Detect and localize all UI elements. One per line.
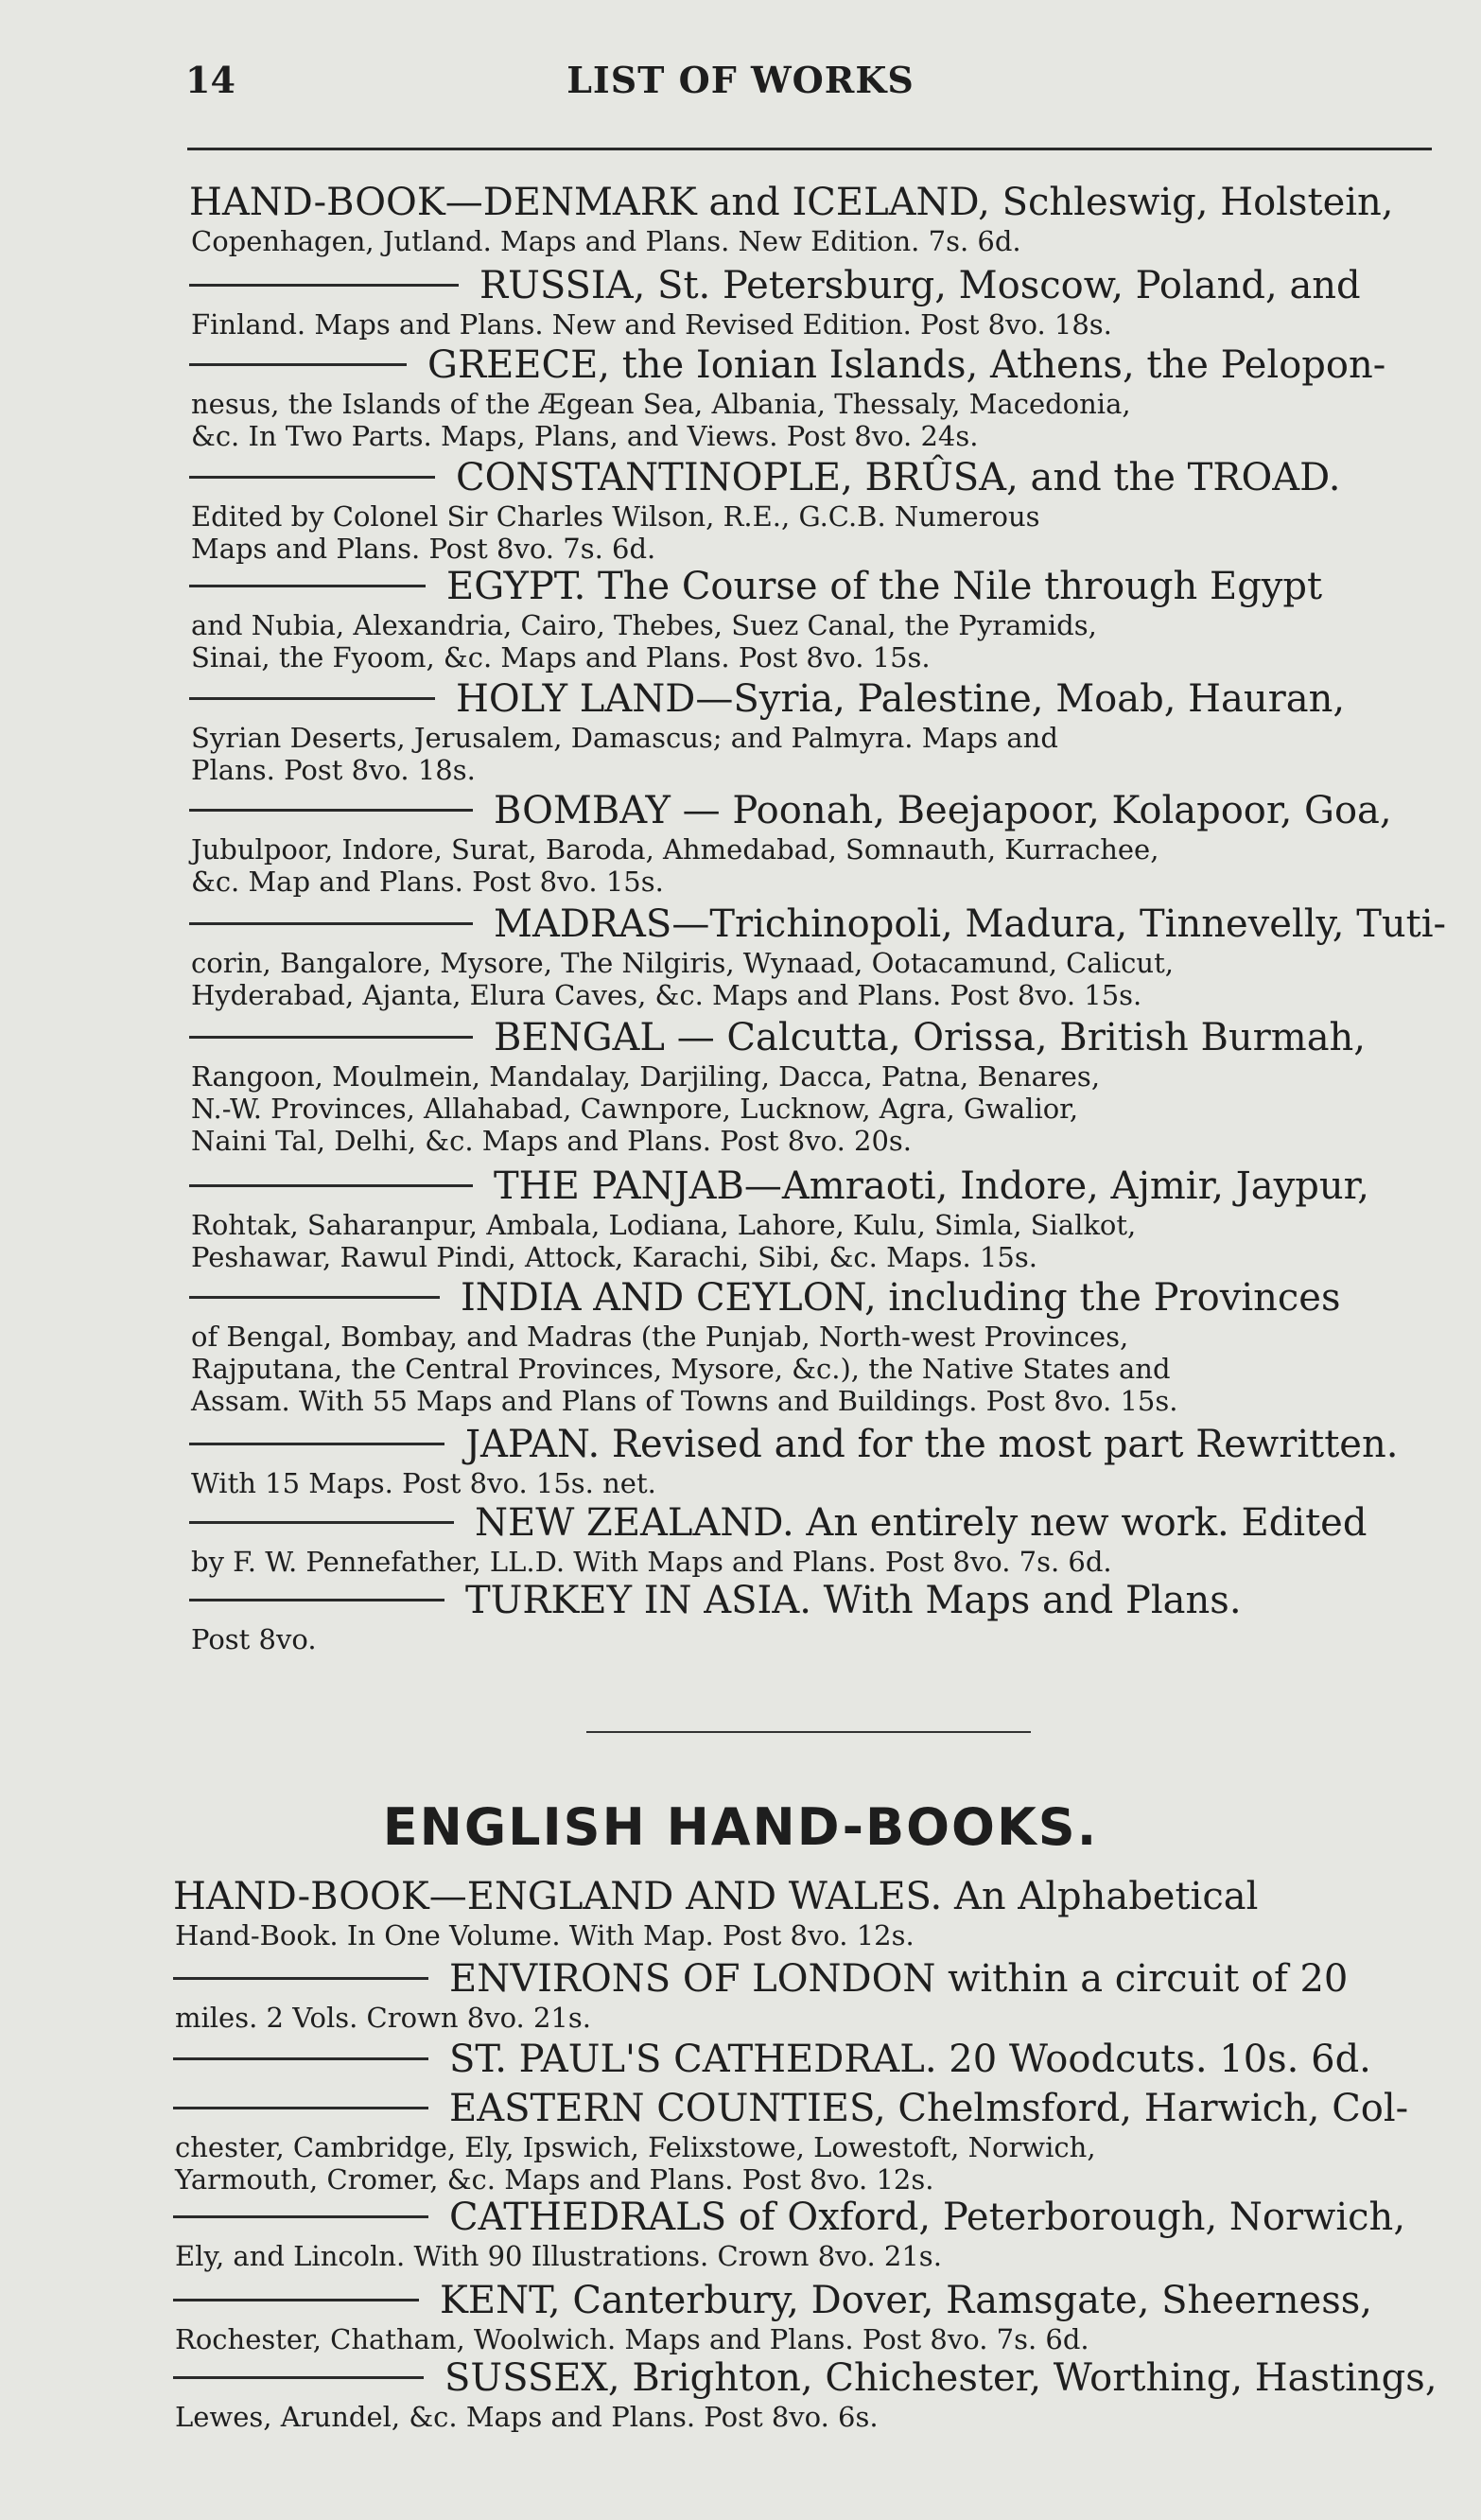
entry-detail-line: miles. 2 Vols. Crown 8vo. 21s. [175, 2002, 591, 2034]
entry-title-line [189, 182, 1437, 223]
entry-title: ENGLAND AND WALES. An Alphabetical [466, 1875, 1259, 1918]
ditto-dash [189, 363, 407, 366]
entry-detail-line: Syrian Deserts, Jerusalem, Damascus; and Palmyra. Maps and [191, 722, 1058, 754]
entry-detail-line: and Nubia, Alexandria, Cairo, Thebes, Suez Canal, the Pyramids, [191, 609, 1097, 641]
entry-title: BOMBAY — Poonah, Beejapoor, Kolapoor, Goa, [494, 789, 1392, 832]
entry-title-line [189, 1017, 1437, 1059]
entry-detail-line: Maps and Plans. Post 8vo. 7s. 6d. [191, 533, 656, 565]
entry-title-line [189, 678, 1437, 720]
ditto-dash [173, 1977, 428, 1980]
ditto-dash [189, 809, 473, 812]
ditto-dash [189, 284, 459, 287]
entry-title-line [189, 344, 1437, 386]
entry-title-line [189, 1165, 1437, 1207]
entry-title-line [173, 1876, 1421, 1917]
ditto-dash [189, 922, 473, 925]
ditto-dash [189, 1521, 454, 1524]
entry-title: CATHEDRALS of Oxford, Peterborough, Norwich, [449, 2196, 1406, 2239]
book-entry [189, 1165, 1437, 1273]
book-entry [189, 1502, 1437, 1578]
entry-detail-line: With 15 Maps. Post 8vo. 15s. net. [191, 1467, 656, 1499]
entry-title-line [189, 1277, 1437, 1319]
book-entry [173, 2196, 1421, 2272]
entry-title: DENMARK and ICELAND, Schleswig, Holstein, [482, 181, 1394, 224]
book-entry [173, 1958, 1421, 2034]
ditto-dash [189, 585, 426, 587]
entry-title-line [189, 1424, 1437, 1465]
entry-title: ST. PAUL'S CATHEDRAL. 20 Woodcuts. 10s. 6d. [449, 2038, 1371, 2081]
book-entry [189, 678, 1437, 786]
entry-detail-line: Rajputana, the Central Provinces, Mysore, &c.), the Native States and [191, 1353, 1171, 1385]
entry-lead: HAND-BOOK— [189, 181, 483, 224]
entry-title: CONSTANTINOPLE, BRÛSA, and the TROAD. [456, 456, 1341, 499]
entry-detail-line: nesus, the Islands of the Ægean Sea, Albania, Thessaly, Macedonia, [191, 388, 1131, 420]
book-entry [189, 902, 1447, 1011]
entry-detail-line: Jubulpoor, Indore, Surat, Baroda, Ahmedabad, Somnauth, Kurrachee, [191, 833, 1159, 866]
entry-title: HOLY LAND—Syria, Palestine, Moab, Hauran, [456, 677, 1346, 721]
entry-detail-line: Ely, and Lincoln. With 90 Illustrations. Crown 8vo. 21s. [175, 2240, 942, 2272]
book-entry [189, 566, 1437, 674]
entry-detail-line: Peshawar, Rawul Pindi, Attock, Karachi, Sibi, &c. Maps. 15s. [191, 1241, 1037, 1273]
entry-detail-line: corin, Bangalore, Mysore, The Nilgiris, Wynaad, Ootacamund, Calicut, [191, 947, 1174, 979]
entry-detail-line: &c. Map and Plans. Post 8vo. 15s. [191, 866, 664, 898]
entry-title: GREECE, the Ionian Islands, Athens, the Pelopon- [427, 343, 1386, 387]
entry-detail-line: Lewes, Arundel, &c. Maps and Plans. Post 8vo. 6s. [175, 2401, 879, 2433]
book-entry [173, 2088, 1421, 2196]
section-heading: ENGLISH HAND-BOOKS. [382, 1797, 1099, 1857]
entry-detail-line: Assam. With 55 Maps and Plans of Towns and Buildings. Post 8vo. 15s. [191, 1385, 1178, 1417]
entry-detail-line: Sinai, the Fyoom, &c. Maps and Plans. Post 8vo. 15s. [191, 641, 931, 674]
header-rule [187, 148, 1432, 150]
entry-title: INDIA AND CEYLON, including the Provinces [461, 1276, 1341, 1320]
entry-title-line [189, 265, 1437, 306]
entry-detail-line: Finland. Maps and Plans. New and Revised Edition. Post 8vo. 18s. [191, 308, 1112, 341]
entry-title: SUSSEX, Brighton, Chichester, Worthing, Hastings, [444, 2356, 1437, 2400]
entry-title-line [173, 2196, 1421, 2238]
entry-title-line [173, 2356, 1437, 2400]
entry-title: TURKEY IN ASIA. With Maps and Plans. [465, 1579, 1242, 1622]
ditto-dash [189, 476, 435, 479]
entry-detail-line: Copenhagen, Jutland. Maps and Plans. New Edition. 7s. 6d. [191, 225, 1021, 257]
entry-title: EGYPT. The Course of the Nile through Egypt [446, 565, 1323, 608]
book-entry [189, 265, 1437, 341]
entry-detail-line: by F. W. Pennefather, LL.D. With Maps and Plans. Post 8vo. 7s. 6d. [191, 1546, 1112, 1578]
entry-title-line [189, 566, 1437, 607]
running-title: LIST OF WORKS [566, 59, 915, 101]
entry-title-line [173, 2088, 1421, 2129]
entry-title: RUSSIA, St. Petersburg, Moscow, Poland, and [479, 264, 1361, 307]
ditto-dash [173, 2299, 419, 2301]
entry-lead: HAND-BOOK— [173, 1875, 467, 1918]
entry-detail-line: Yarmouth, Cromer, &c. Maps and Plans. Post 8vo. 12s. [175, 2163, 934, 2196]
book-entry [173, 2356, 1437, 2433]
book-entry [173, 2280, 1421, 2355]
entry-detail-line: Naini Tal, Delhi, &c. Maps and Plans. Post 8vo. 20s. [191, 1125, 913, 1157]
book-entry [189, 790, 1437, 898]
ditto-dash [173, 2215, 428, 2218]
ditto-dash [189, 697, 435, 700]
entry-title-line [189, 790, 1437, 831]
ditto-dash [173, 2107, 428, 2109]
entry-title: NEW ZEALAND. An entirely new work. Edited [475, 1501, 1368, 1545]
page-number: 14 [185, 59, 235, 101]
page-header [0, 59, 1481, 115]
ditto-dash [189, 1296, 440, 1299]
entry-title-line [189, 1580, 1437, 1621]
entry-title-line [189, 457, 1437, 499]
section-divider [586, 1731, 1031, 1733]
entry-detail-line: Edited by Colonel Sir Charles Wilson, R.E., G.C.B. Numerous [191, 500, 1040, 533]
entry-detail-line: Plans. Post 8vo. 18s. [191, 754, 476, 786]
book-entry [189, 1277, 1437, 1417]
book-entry [173, 2039, 1421, 2082]
entry-title-line [189, 902, 1447, 946]
book-entry [189, 1424, 1437, 1499]
entry-title: KENT, Canterbury, Dover, Ramsgate, Sheerness, [440, 2279, 1372, 2322]
book-entry [189, 1580, 1437, 1655]
entry-title: THE PANJAB—Amraoti, Indore, Ajmir, Jaypur, [494, 1164, 1370, 1208]
entry-title: ENVIRONS OF LONDON within a circuit of 20 [449, 1957, 1349, 2001]
ditto-dash [189, 1184, 473, 1187]
entry-detail-line: Rangoon, Moulmein, Mandalay, Darjiling, Dacca, Patna, Benares, [191, 1060, 1101, 1093]
book-entry [189, 344, 1437, 452]
entry-detail-line: Post 8vo. [191, 1623, 317, 1655]
book-entry [173, 1876, 1421, 1951]
entry-detail-line: Rochester, Chatham, Woolwich. Maps and Plans. Post 8vo. 7s. 6d. [175, 2323, 1089, 2355]
entry-detail-line: of Bengal, Bombay, and Madras (the Punjab, North-west Provinces, [191, 1321, 1129, 1353]
entry-title-line [173, 1958, 1421, 2000]
ditto-dash [173, 2376, 424, 2379]
entry-detail-line: Rohtak, Saharanpur, Ambala, Lodiana, Lahore, Kulu, Simla, Sialkot, [191, 1209, 1137, 1241]
entry-title: MADRAS—Trichinopoli, Madura, Tinnevelly, Tuti- [494, 902, 1447, 946]
entry-title: EASTERN COUNTIES, Chelmsford, Harwich, Col- [449, 2087, 1409, 2130]
entry-detail-line: chester, Cambridge, Ely, Ipswich, Felixstowe, Lowestoft, Norwich, [175, 2131, 1096, 2163]
book-entry [189, 457, 1437, 565]
book-entry [189, 1017, 1437, 1157]
entry-title: BENGAL — Calcutta, Orissa, British Burmah, [494, 1016, 1367, 1059]
entry-detail-line: Hyderabad, Ajanta, Elura Caves, &c. Maps and Plans. Post 8vo. 15s. [191, 979, 1142, 1011]
entry-detail-line: N.-W. Provinces, Allahabad, Cawnpore, Lucknow, Agra, Gwalior, [191, 1093, 1079, 1125]
book-entry [189, 182, 1437, 257]
ditto-dash [173, 2057, 428, 2060]
entry-title-line [173, 2039, 1421, 2080]
entry-detail-line: &c. In Two Parts. Maps, Plans, and Views. Post 8vo. 24s. [191, 420, 979, 452]
ditto-dash [189, 1443, 444, 1445]
entry-title-line [189, 1502, 1437, 1544]
entry-title-line [173, 2280, 1421, 2321]
entry-detail-line: Hand-Book. In One Volume. With Map. Post 8vo. 12s. [175, 1919, 915, 1951]
ditto-dash [189, 1036, 473, 1039]
ditto-dash [189, 1599, 444, 1601]
entry-title: JAPAN. Revised and for the most part Rewritten. [465, 1423, 1399, 1466]
